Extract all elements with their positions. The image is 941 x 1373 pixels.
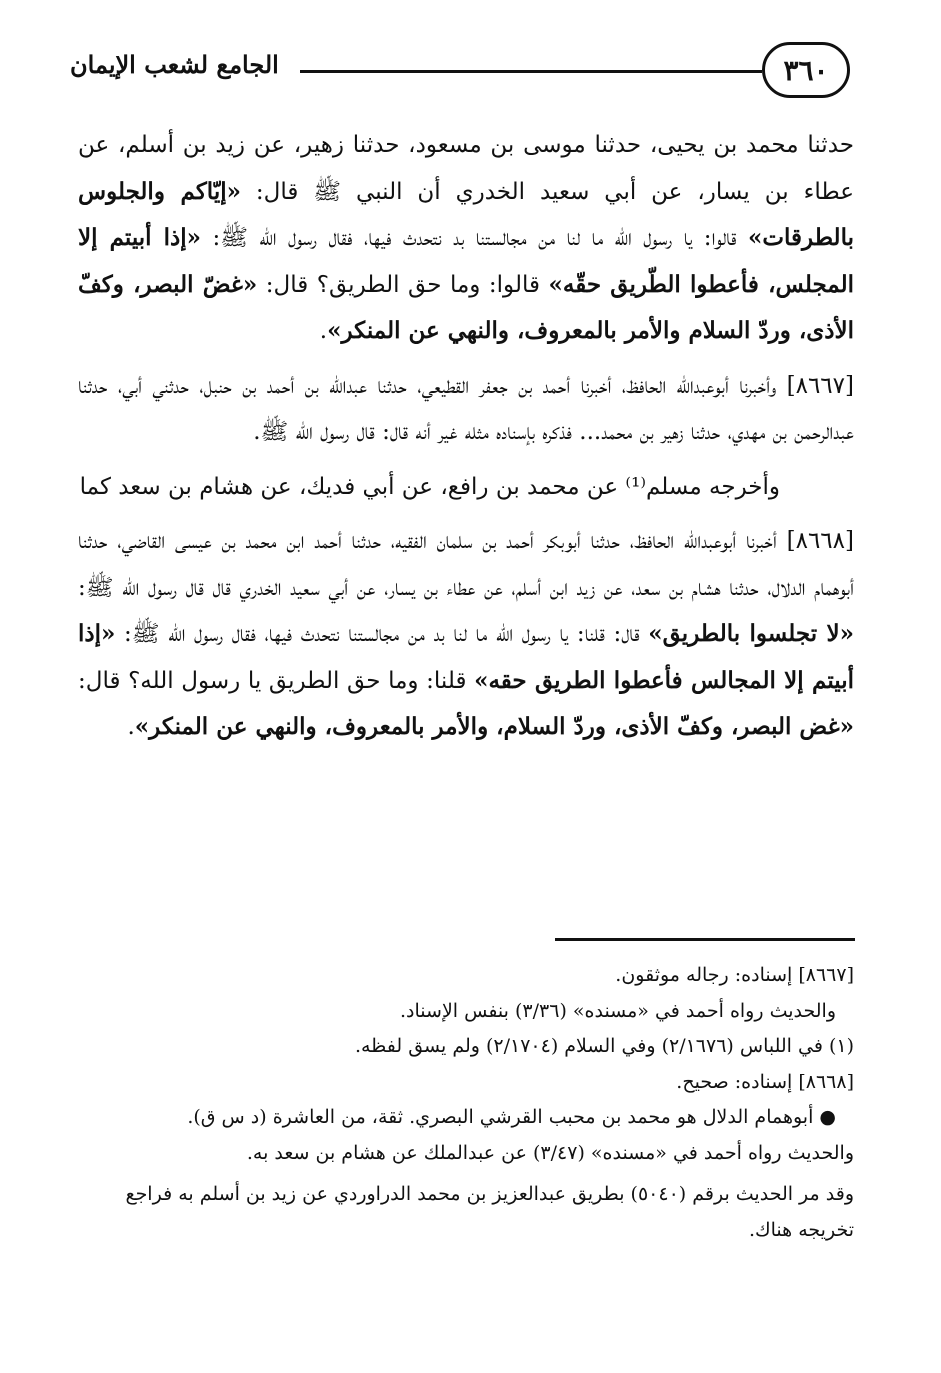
text-run: .: [127, 714, 135, 740]
text-run: قلنا: وما حق الطريق يا رسول الله؟ قال:: [78, 667, 475, 694]
text-run: [٨٦٦٨] أخبرنا أبوعبدالله الحافظ، حدثنا أبوبكر أحمد بن سلمان الفقيه، حدثنا أحمد ابن محمد بن عيسى القاضي، حدثنا أبوهمام الدلال، حدثنا هشام بن سعد، عن زيد ابن أسلم، عن عطاء بن يسار، عن أبي سعيد الخدري قال قال رسول الله ﷺ:: [78, 528, 854, 601]
text-run: حدثنا محمد بن يحيى، حدثنا موسى بن مسعود، حدثنا زهير، عن زيد بن أسلم، عن عطاء بن يسار، عن أبي سعيد الخدري أن النبي ﷺ قال:: [78, 132, 854, 205]
paragraph-hadith-1: [78, 122, 854, 355]
page-header: [70, 42, 850, 102]
footnote-line: [٨٦٦٨] إسناده: صحيح.: [676, 1070, 854, 1093]
paragraph-8668: [78, 518, 854, 751]
hadith-quote: «غضّ البصر، وكفّ الأذى، وردّ السلام والأمر بالمعروف، والنهي عن المنكر»: [78, 270, 854, 344]
footnotes: [78, 958, 854, 1248]
hadith-quote: «إذا أبيتم إلا المجلس، فأعطوا الطّريق حقّه»: [78, 224, 854, 298]
hadith-quote: «إيّاكم والجلوس بالطرقات»: [78, 177, 854, 251]
page-number: ٣٦٠: [762, 42, 850, 98]
footnote-separator: [555, 938, 855, 941]
paragraph-8667: [٨٦٦٧] وأخبرنا أبوعبدالله الحافظ، أخبرنا أحمد بن جعفر القطيعي، حدثنا عبدالله بن أحمد بن حنبل، حدثني أبي، حدثنا عبدالرحمن بن مهدي، حدثنا زهير بن محمد... فذكره بإسناده مثله غير أنه قال: قال رسول الله ﷺ.: [78, 372, 854, 445]
footnote-line: ● أبوهمام الدلال هو محمد بن محبب القرشي البصري. ثقة، من العاشرة (د س ق).: [187, 1106, 836, 1128]
footnote-line: والحديث رواه أحمد في «مسنده» (٣/٤٧) عن عبدالملك عن هشام بن سعد به.: [246, 1141, 854, 1164]
footnote-line: والحديث رواه أحمد في «مسنده» (٣/٣٦) بنفس الإسناد.: [400, 999, 836, 1022]
text-run: .: [319, 318, 328, 344]
book-title: الجامع لشعب الإيمان: [70, 50, 279, 79]
hadith-quote: «لا تجلسوا بالطريق»: [648, 620, 854, 647]
text-run: قال: قلنا: يا رسول الله ما لنا بد من مجالستنا نتحدث فيها، فقال رسول الله ﷺ:: [115, 621, 649, 647]
footnote-line: وقد مر الحديث برقم (٥٠٤٠) بطريق عبدالعزيز بن محمد الدراوردي عن زيد بن أسلم به فراجع تخريجه هناك.: [125, 1183, 854, 1241]
footnote-line: [٨٦٦٧] إسناده: رجاله موثقون.: [615, 964, 854, 986]
main-text: [78, 122, 854, 759]
hadith-quote: «إذا أبيتم إلا المجالس فأعطوا الطريق حقه»: [78, 620, 854, 694]
paragraph-muslim: وأخرجه مسلم⁽¹⁾ عن محمد بن رافع، عن أبي فديك، عن هشام بن سعد كما: [79, 473, 780, 500]
header-rule: [300, 70, 762, 73]
hadith-quote: «غض البصر، وكفّ الأذى، وردّ السلام، والأمر بالمعروف، والنهي عن المنكر»: [134, 713, 854, 740]
footnote-line: (١) في اللباس (٢/١٦٧٦) وفي السلام (٢/١٧٠٤) ولم يسق لفظه.: [354, 1035, 854, 1057]
text-run: قالوا: يا رسول الله ما لنا من مجالستنا بد نتحدث فيها، فقال رسول الله ﷺ:: [201, 225, 748, 251]
text-run: قالوا: وما حق الطريق؟ قال:: [257, 271, 549, 298]
